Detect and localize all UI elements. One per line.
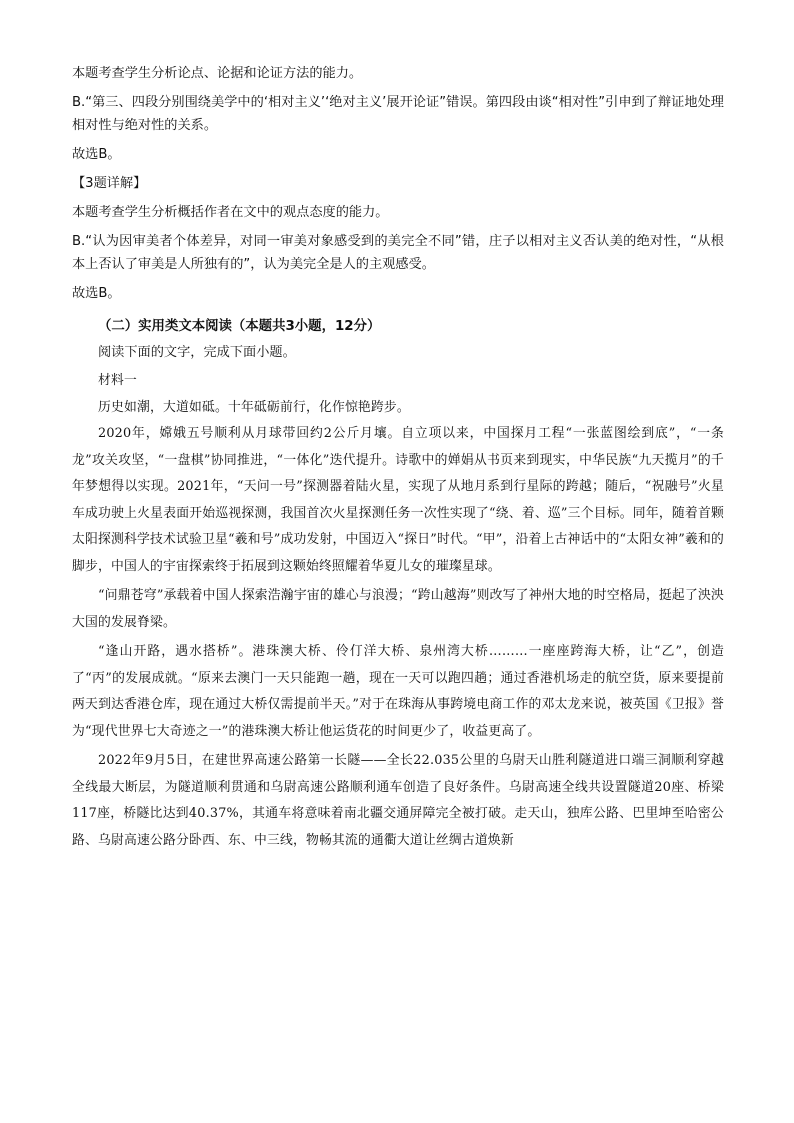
answer-line-5: B.“认为因审美者个体差异，对同一审美对象感受到的美完全不同”错，庄子以相对主义否认美的绝对性，“从根本上否认了审美是人所独有的”，认为美完全是人的主观感受。 bbox=[72, 234, 724, 272]
material-paragraph-4: “逢山开路，遇水搭桥”。港珠澳大桥、伶仃洋大桥、泉州湾大桥………一座座跨海大桥，让“乙”，创造了“丙”的发展成就。“原来去澳门一天只能跑一趟，现在一天可以跑四趟；通过香港机场走的航空货，原来要提前两天到达香港仓库，现在通过大桥仅需提前半天。”对于在珠海从事跨境电商工作的邓太龙来说，被英国《卫报》誉为“现代世界七大奇迹之一”的港珠澳大桥让他运货花的时间更少了，收益更高了。 bbox=[72, 644, 724, 739]
material-paragraph-2: 2020年，嫦娥五号顺利从月球带回约2公斤月壤。自立项以来，中国探月工程“一张蓝图绘到底”，“一条龙”攻关攻坚，“一盘棋”协同推进，“一体化”迭代提升。诗歌中的婵娟从书页来到现实，中华民族“九天揽月”的千年梦想得以实现。2021年，“天问一号”探测器着陆火星，实现了从地月系到行星际的跨越；随后，“祝融号”火星车成功驶上火星表面开始巡视探测，我国首次火星探测任务一次性实现了“绕、着、巡”三个目标。同年，随着首颗太阳探测科学技术试验卫星“羲和号”成功发射，中国迈入“探日”时代。“甲”，沿着上古神话中的“太阳女神”羲和的脚步，中国人的宇宙探索终于拓展到这颗始终照耀着华夏儿女的璀璨星球。 bbox=[72, 426, 724, 574]
answer-line-1: 本题考查学生分析论点、论据和论证方法的能力。 bbox=[72, 66, 363, 81]
answer-line-4: 本题考查学生分析概括作者在文中的观点态度的能力。 bbox=[72, 205, 389, 220]
answer-line-3: 故选B。 bbox=[72, 147, 121, 162]
answer-line-2: B.“第三、四段分别围绕美学中的‘相对主义’‘绝对主义’展开论证”错误。第四段由谈“相对性”引申到了辩证地处理相对性与绝对性的关系。 bbox=[72, 95, 724, 133]
question-3-heading: 【3题详解】 bbox=[72, 176, 147, 191]
material-paragraph-1: 历史如潮，大道如砥。十年砥砺前行，化作惊艳跨步。 bbox=[98, 399, 410, 415]
material-paragraph-3: “问鼎苍穹”承载着中国人探索浩瀚宇宙的雄心与浪漫；“跨山越海”则改写了神州大地的时空格局，挺起了泱泱大国的发展脊梁。 bbox=[72, 588, 724, 630]
material-paragraph-5: 2022年9月5日，在建世界高速公路第一长隧——全长22.035公里的乌尉天山胜利隧道进口端三洞顺利穿越全线最大断层，为隧道顺利贯通和乌尉高速公路顺利通车创造了良好条件。乌尉高速全线共设置隧道20座、桥梁117座，桥隧比达到40.37%，其通车将意味着南北疆交通屏障完全被打破。走天山，独库公路、巴里坤至哈密公路、乌尉高速公路分卧西、东、中三线，物畅其流的通衢大道让丝绸古道焕新 bbox=[72, 753, 724, 848]
material-label: 材料一 bbox=[98, 373, 137, 388]
section-instruction: 阅读下面的文字，完成下面小题。 bbox=[98, 345, 296, 360]
answer-line-6: 故选B。 bbox=[72, 286, 121, 301]
section-title: （二）实用类文本阅读（本题共3小题，12分） bbox=[98, 319, 381, 334]
page-content bbox=[72, 62, 724, 854]
